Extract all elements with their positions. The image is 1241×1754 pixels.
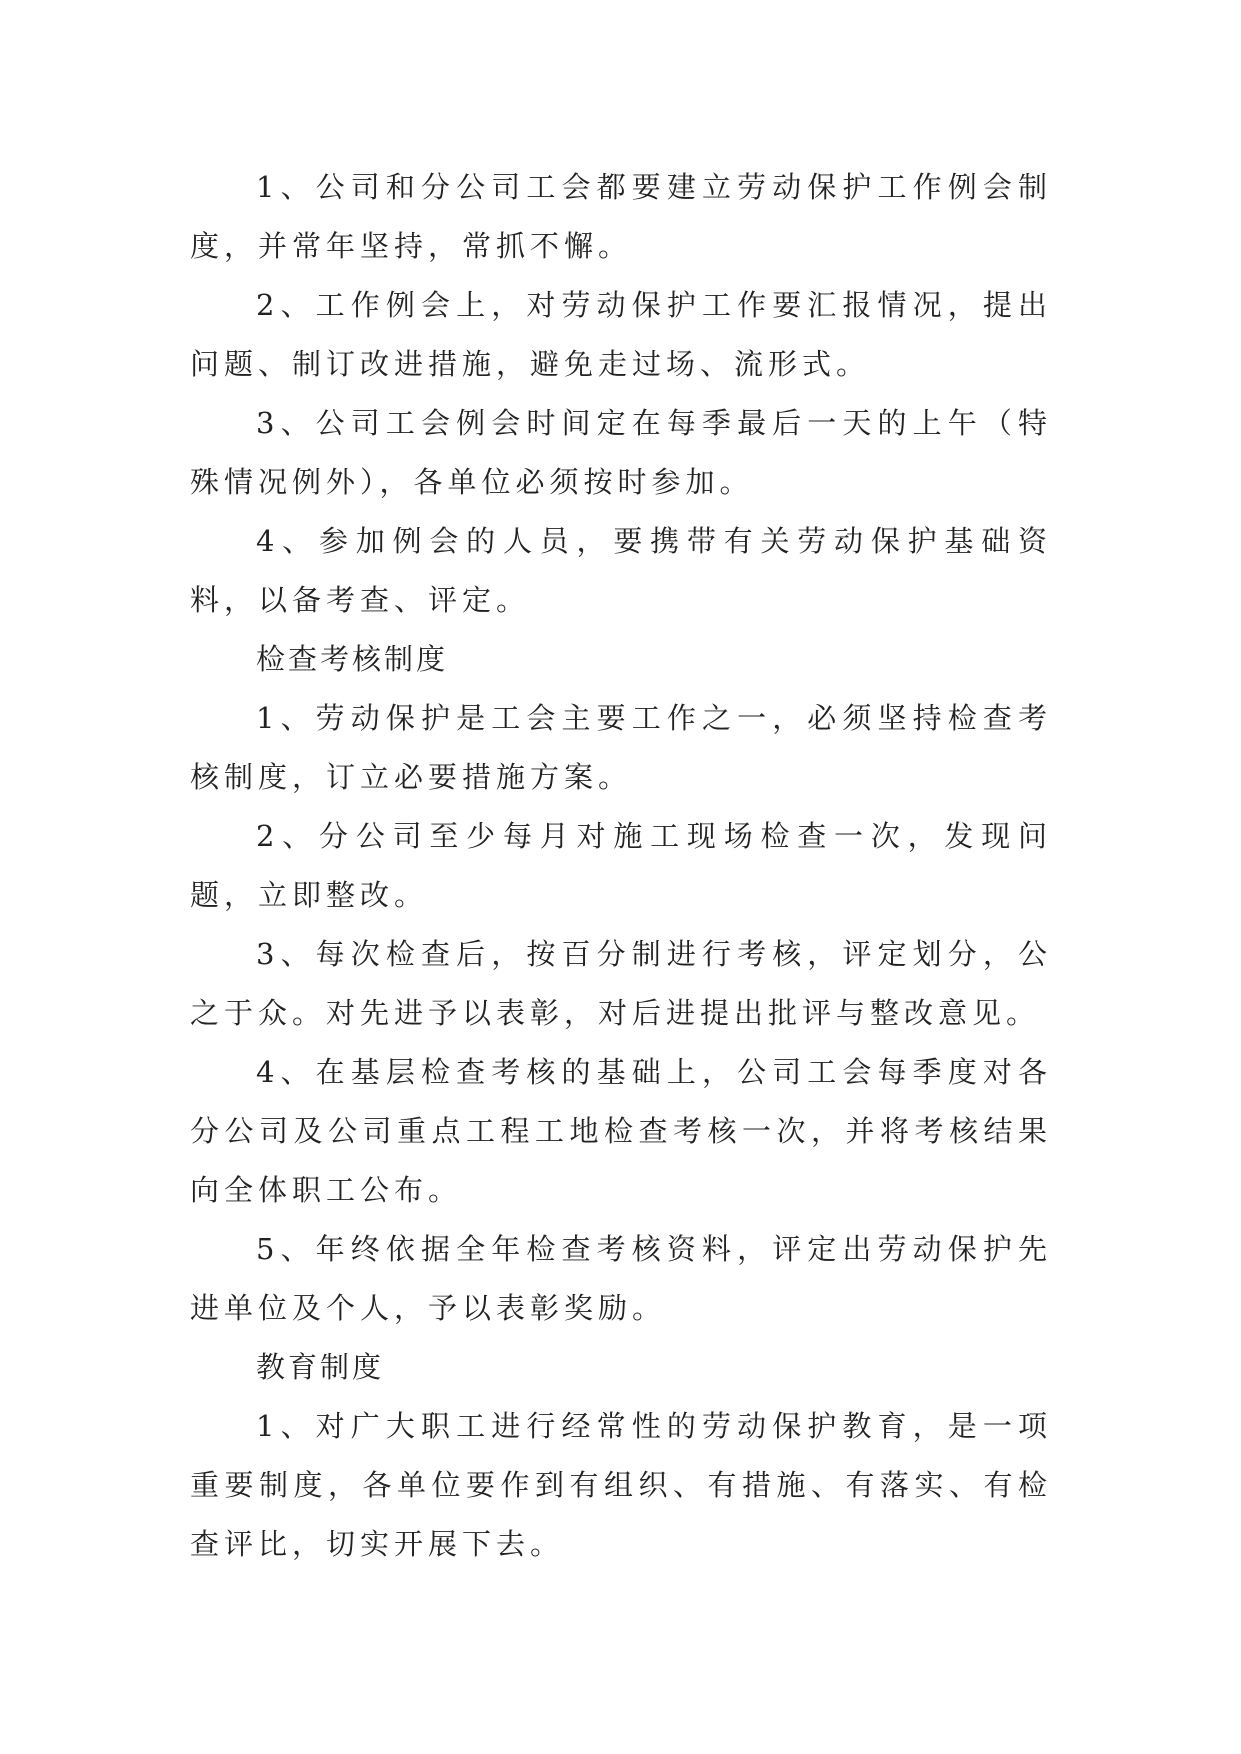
meeting-rule-4: 4、参加例会的人员，要携带有关劳动保护基础资料，以备考查、评定。	[190, 524, 1052, 617]
education-rule-1: 1、对广大职工进行经常性的劳动保护教育，是一项重要制度，各单位要作到有组织、有措施、有落实、有检查评比，切实开展下去。	[190, 1409, 1052, 1561]
meeting-rule-2: 2、工作例会上，对劳动保护工作要汇报情况，提出问题、制订改进措施，避免走过场、流形式。	[190, 288, 1052, 381]
inspection-rule-1: 1、劳动保护是工会主要工作之一，必须坚持检查考核制度，订立必要措施方案。	[190, 701, 1052, 794]
inspection-rule-2: 2、分公司至少每月对施工现场检查一次，发现问题，立即整改。	[190, 819, 1052, 912]
document-body	[190, 158, 1052, 1574]
meeting-rule-1: 1、公司和分公司工会都要建立劳动保护工作例会制度，并常年坚持，常抓不懈。	[190, 170, 1052, 263]
inspection-rule-5: 5、年终依据全年检查考核资料，评定出劳动保护先进单位及个人，予以表彰奖励。	[190, 1232, 1052, 1325]
inspection-rule-4: 4、在基层检查考核的基础上，公司工会每季度对各分公司及公司重点工程工地检查考核一次，并将考核结果向全体职工公布。	[190, 1055, 1052, 1207]
section-heading-inspection: 检查考核制度	[256, 642, 449, 676]
inspection-rule-3: 3、每次检查后，按百分制进行考核，评定划分，公之于众。对先进予以表彰，对后进提出批评与整改意见。	[190, 937, 1052, 1030]
section-heading-education: 教育制度	[256, 1350, 385, 1384]
meeting-rule-3: 3、公司工会例会时间定在每季最后一天的上午（特殊情况例外），各单位必须按时参加。	[190, 406, 1052, 499]
